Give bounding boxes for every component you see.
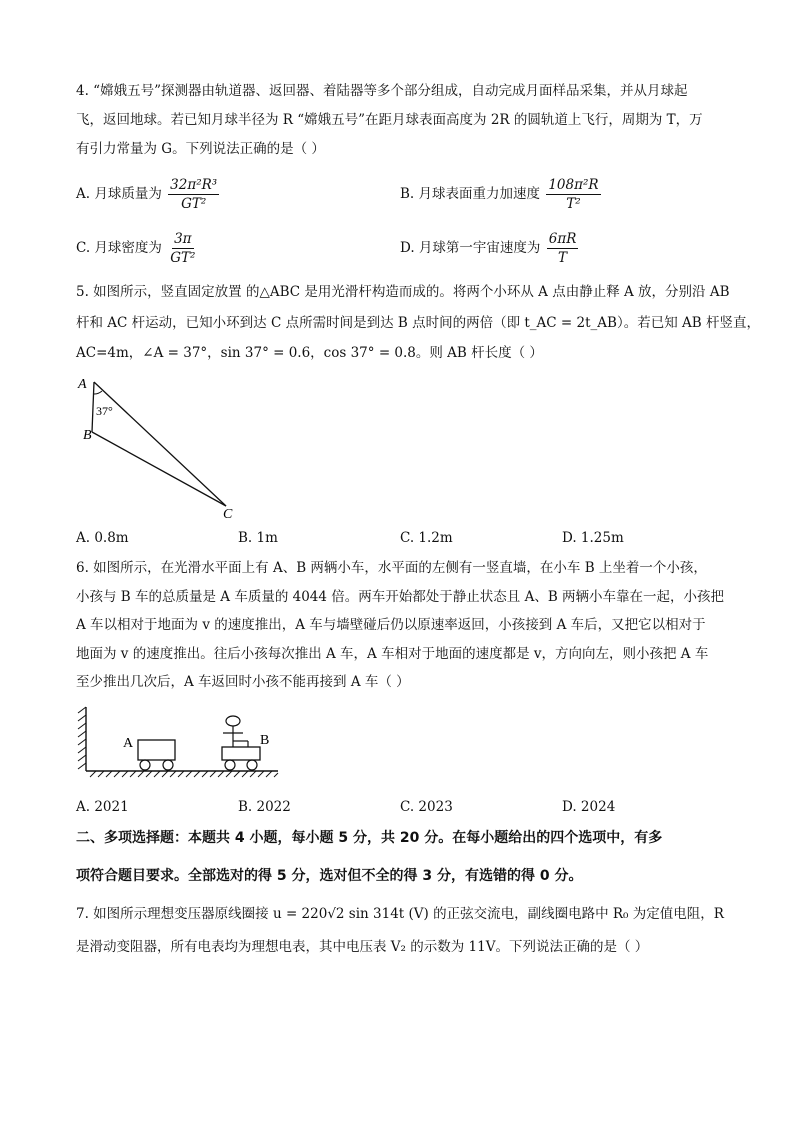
q4-option-a-fraction bbox=[168, 176, 219, 213]
q5-line-3: AC=4m，∠A = 37°，sin 37° = 0.6，cos 37° = 0.8。则 AB 杆长度（ ） bbox=[76, 345, 543, 361]
q4-line-1: 4. “嫦娥五号”探测器由轨道器、返回器、着陆器等多个部分组成，自动完成月面样品采集，并从月球起 bbox=[76, 83, 688, 99]
q4-option-c-denominator: GT² bbox=[170, 250, 196, 266]
q5-label-b: B bbox=[83, 428, 92, 443]
q5-option-b: B. 1m bbox=[238, 530, 278, 546]
q4-option-b-fraction bbox=[546, 176, 600, 213]
q4-option-d-fraction bbox=[547, 230, 579, 267]
q5-triangle-figure bbox=[70, 372, 250, 522]
q4-option-c bbox=[76, 230, 199, 267]
q4-option-b-denominator: T² bbox=[566, 196, 581, 212]
q6-cart-a bbox=[138, 740, 175, 770]
q5-option-c: C. 1.2m bbox=[400, 530, 453, 546]
q4-option-d bbox=[400, 230, 580, 267]
q6-line-1: 6. 如图所示，在光滑水平面上有 A、B 两辆小车，水平面的左侧有一竖直墙，在小车 B 上坐着一个小孩， bbox=[76, 560, 707, 576]
section2-heading-line-2: 项符合题目要求。全部选对的得 5 分，选对但不全的得 3 分，有选错的得 0 分。 bbox=[76, 868, 583, 884]
q6-line-2: 小孩与 B 车的总质量是 A 车质量的 4044 倍。两车开始都处于静止状态且 A、B 两辆小车靠在一起，小孩把 bbox=[76, 589, 725, 605]
q4-option-b-label: B. 月球表面重力加速度 bbox=[400, 186, 541, 202]
q6-wall bbox=[78, 707, 86, 771]
q4-option-a bbox=[76, 176, 221, 213]
q6-line-3: A 车以相对于地面为 v 的速度推出，A 车与墙壁碰后仍以原速率返回，小孩接到 A 车后，又把它以相对于 bbox=[76, 617, 706, 633]
q5-angle-label: 37° bbox=[96, 404, 113, 418]
q5-angle-arc bbox=[94, 391, 102, 394]
q6-ground bbox=[86, 771, 278, 777]
q4-option-c-numerator: 3π bbox=[174, 231, 192, 247]
q4-option-a-denominator: GT² bbox=[181, 196, 207, 212]
q4-option-c-label: C. 月球密度为 bbox=[76, 240, 162, 256]
q4-line-2: 飞，返回地球。若已知月球半径为 R “嫦娥五号”在距月球表面高度为 2R 的圆轨道上飞行，周期为 T，万 bbox=[76, 112, 703, 128]
q7-line-1: 7. 如图所示理想变压器原线圈接 u = 220√2 sin 314t (V) 的正弦交流电，副线圈电路中 R₀ 为定值电阻，R bbox=[76, 906, 724, 922]
q5-label-c: C bbox=[223, 507, 233, 522]
q5-option-a: A. 0.8m bbox=[76, 530, 129, 546]
q4-option-a-label: A. 月球质量为 bbox=[76, 186, 162, 202]
q6-label-a: A bbox=[123, 736, 134, 751]
q4-option-a-numerator: 32π²R³ bbox=[170, 177, 218, 193]
q5-option-d: D. 1.25m bbox=[562, 530, 624, 546]
q6-line-4: 地面为 v 的速度推出。往后小孩每次推出 A 车，A 车相对于地面的速度都是 v，方向向左，则小孩把 A 车 bbox=[76, 646, 709, 662]
q4-option-d-label: D. 月球第一宇宙速度为 bbox=[400, 240, 541, 256]
q4-option-d-denominator: T bbox=[558, 250, 568, 266]
q6-cart-b-with-child bbox=[222, 716, 260, 770]
q6-option-c: C. 2023 bbox=[400, 799, 453, 815]
q4-line-3: 有引力常量为 G。下列说法正确的是（ ） bbox=[76, 141, 325, 157]
q6-line-5: 至少推出几次后，A 车返回时小孩不能再接到 A 车（ ） bbox=[76, 674, 410, 690]
q4-option-d-numerator: 6πR bbox=[548, 231, 577, 247]
q6-option-d: D. 2024 bbox=[562, 799, 616, 815]
q5-line-2: 杆和 AC 杆运动，已知小环到达 C 点所需时间是到达 B 点时间的两倍（即 t_AC = 2t_AB）。若已知 AB 杆竖直， bbox=[76, 315, 760, 331]
q4-option-b bbox=[400, 176, 603, 213]
q4-option-b-numerator: 108π²R bbox=[548, 177, 599, 193]
q6-carts-figure bbox=[76, 703, 286, 783]
q7-line-2: 是滑动变阻器，所有电表均为理想电表，其中电压表 V₂ 的示数为 11V。下列说法正确的是（ ） bbox=[76, 939, 649, 955]
q5-rod-ab bbox=[92, 382, 94, 432]
q6-option-b: B. 2022 bbox=[238, 799, 291, 815]
q5-label-a: A bbox=[78, 377, 87, 392]
section2-heading-line-1: 二、多项选择题：本题共 4 小题，每小题 5 分，共 20 分。在每小题给出的四个选项中，有多 bbox=[76, 830, 663, 846]
q5-line-1: 5. 如图所示，竖直固定放置 的△ABC 是用光滑杆构造而成的。将两个小环从 A 点由静止释 A 放，分别沿 AB bbox=[76, 284, 730, 300]
q6-option-a: A. 2021 bbox=[76, 799, 129, 815]
q6-label-b: B bbox=[260, 733, 270, 748]
q4-option-c-fraction bbox=[168, 230, 197, 267]
